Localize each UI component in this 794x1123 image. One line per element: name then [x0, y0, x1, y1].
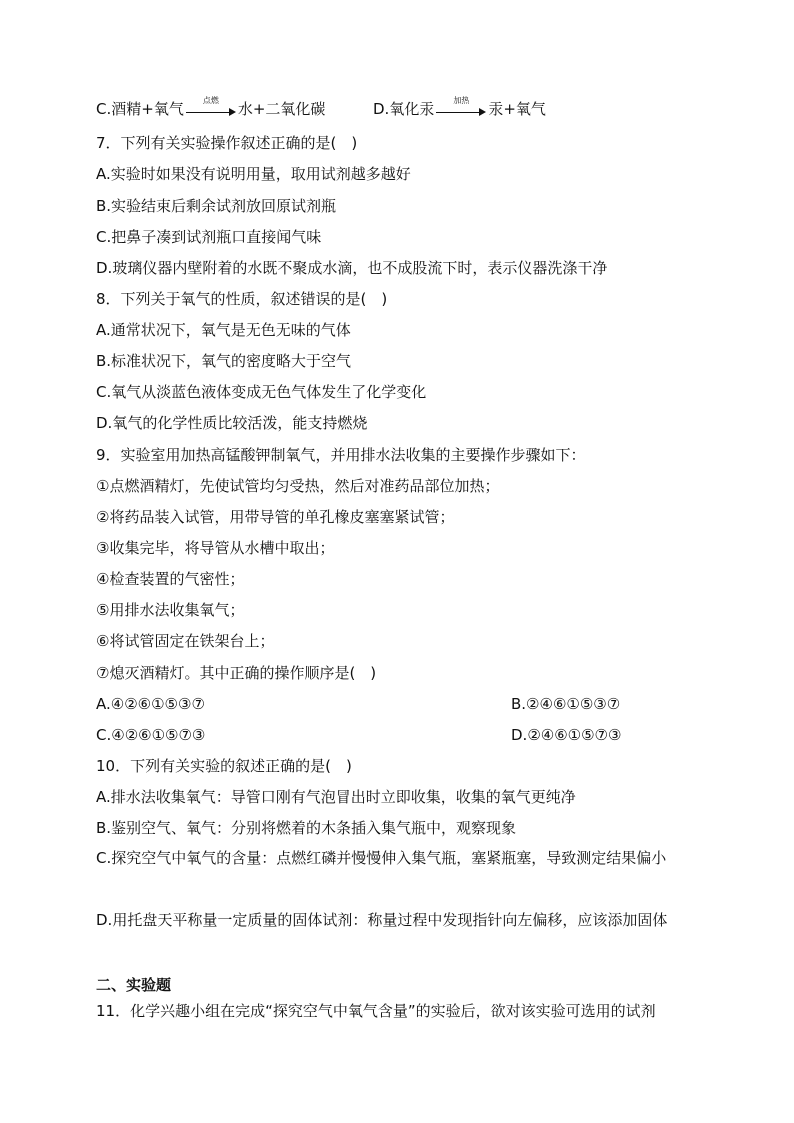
q6-option-c-prefix: C. [96, 100, 112, 118]
reaction-arrow-icon [186, 95, 236, 117]
q7-option-c: C.把鼻子凑到试剂瓶口直接闻气味 [96, 228, 322, 246]
q6-option-d-products: 汞+氧气 [488, 100, 546, 118]
q9-step-6: ⑥将试管固定在铁架台上； [96, 632, 275, 650]
q7-stem: 7．下列有关实验操作叙述正确的是( ) [96, 134, 358, 152]
q8-option-a: A.通常状况下，氧气是无色无味的气体 [96, 321, 351, 339]
q6-option-c-reactants: 酒精+氧气 [111, 100, 184, 118]
q10-stem: 10．下列有关实验的叙述正确的是( ) [96, 757, 352, 775]
q8-option-b: B.标准状况下，氧气的密度略大于空气 [96, 352, 352, 370]
q6-option-d-prefix: D. [373, 100, 390, 118]
q6-option-c-products: 水+二氧化碳 [237, 100, 326, 118]
reaction-condition: 加热 [453, 95, 470, 105]
section-title: 二、实验题 [96, 976, 172, 994]
q9-step-5: ⑤用排水法收集氧气； [96, 601, 245, 619]
q9-step-1: ①点燃酒精灯，先使试管均匀受热，然后对准药品部位加热； [96, 477, 500, 495]
q10-option-a: A.排水法收集氧气：导管口刚有气泡冒出时立即收集，收集的氧气更纯净 [96, 788, 576, 806]
q9-stem: 9．实验室用加热高锰酸钾制氧气，并用排水法收集的主要操作步骤如下： [96, 446, 586, 464]
reaction-condition: 点燃 [202, 95, 219, 105]
q10-option-c: C.探究空气中氧气的含量：点燃红磷并慢慢伸入集气瓶，塞紧瓶塞，导致测定结果偏小 [96, 849, 667, 867]
q8-stem: 8．下列关于氧气的性质，叙述错误的是( ) [96, 290, 388, 308]
q7-option-b: B.实验结束后剩余试剂放回原试剂瓶 [96, 197, 337, 215]
q6-option-d-reactants: 氧化汞 [389, 100, 435, 118]
q11-stem: 11．化学兴趣小组在完成“探究空气中氧气含量”的实验后，欲对该实验可选用的试剂 [96, 1002, 656, 1020]
q9-step-4: ④检查装置的气密性； [96, 570, 245, 588]
q9-step-3: ③收集完毕，将导管从水槽中取出； [96, 539, 335, 557]
reaction-arrow-icon [436, 95, 486, 117]
q10-option-d: D.用托盘天平称量一定质量的固体试剂：称量过程中发现指针向左偏移，应该添加固体 [96, 911, 668, 929]
q9-step-2: ②将药品装入试管，用带导管的单孔橡皮塞塞紧试管； [96, 508, 455, 526]
q9-option-d: D.②④⑥①⑤⑦③ [511, 726, 622, 744]
q8-option-c: C.氧气从淡蓝色液体变成无色气体发生了化学变化 [96, 383, 427, 401]
q7-option-a: A.实验时如果没有说明用量，取用试剂越多越好 [96, 165, 411, 183]
q10-option-b: B.鉴别空气、氧气：分别将燃着的木条插入集气瓶中，观察现象 [96, 819, 517, 837]
q6-option-d [373, 95, 546, 119]
q9-step-7: ⑦熄灭酒精灯。其中正确的操作顺序是( ) [96, 664, 377, 682]
q9-option-b: B.②④⑥①⑤③⑦ [511, 695, 621, 713]
q9-option-c: C.④②⑥①⑤⑦③ [96, 726, 206, 744]
q7-option-d: D.玻璃仪器内壁附着的水既不聚成水滴，也不成股流下时，表示仪器洗涤干净 [96, 259, 608, 277]
q8-option-d: D.氧气的化学性质比较活泼，能支持燃烧 [96, 414, 368, 432]
q9-option-a: A.④②⑥①⑤③⑦ [96, 695, 205, 713]
